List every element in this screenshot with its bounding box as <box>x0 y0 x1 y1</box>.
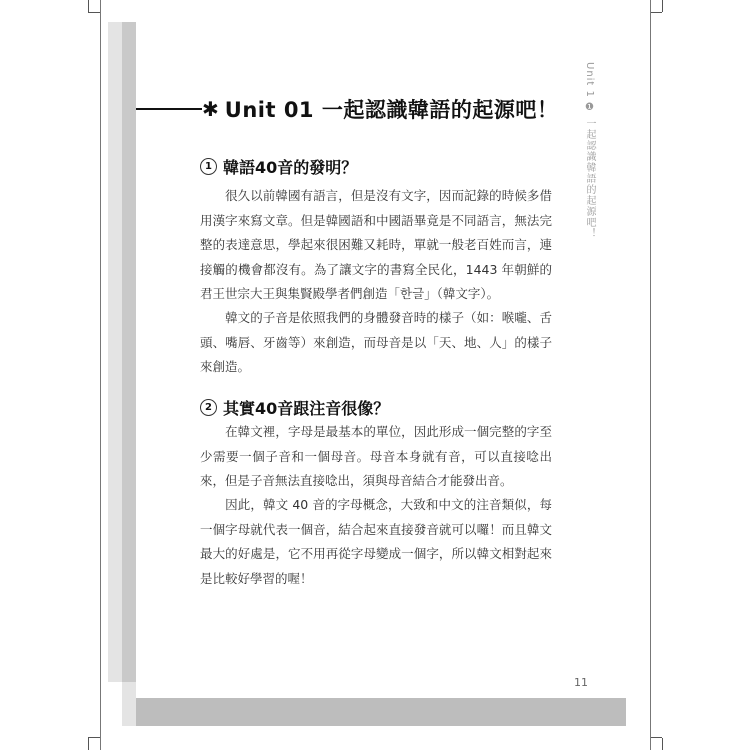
paragraph <box>200 493 552 591</box>
section-heading-1 <box>200 155 357 178</box>
paragraph <box>200 420 552 494</box>
section-number-badge: 1 <box>200 158 217 175</box>
section-heading-2 <box>200 396 389 419</box>
paragraph <box>200 306 552 380</box>
paragraph <box>200 184 552 307</box>
bottom-bar-corner <box>122 682 136 726</box>
running-header: Unit 1 ❶ 一起認識韓語的起源吧！ <box>584 62 595 240</box>
asterisk-icon: ✱ <box>202 97 219 121</box>
unit-title: Unit 01 一起認識韓語的起源吧！ <box>224 98 559 122</box>
crop-mark <box>88 12 100 13</box>
crop-mark <box>88 737 100 738</box>
page-number: 11 <box>574 676 588 689</box>
title-rule <box>136 108 202 110</box>
section-heading-text: 其實40音跟注音很像？ <box>223 399 390 418</box>
paragraph-text: 韓文的子音是依照我們的身體發音時的樣子（如：喉嚨、舌頭、嘴唇、牙齒等）來創造，而母音是以「天、地、人」的樣子來創造。 <box>200 310 552 374</box>
bottom-bar <box>136 698 626 726</box>
crop-mark <box>650 12 662 13</box>
paragraph-text: 很久以前韓國有語言，但是沒有文字，因而記錄的時候多借用漢字來寫文章。但是韓國語和中國語畢竟是不同語言，無法完整的表達意思，學起來很困難又耗時，單就一般老百姓而言，連接觸的機會都沒有。為了讓文字的書寫全民化，1443 年朝鮮的君王世宗大王與集賢殿學者們創造「한글」（韓文字）。 <box>200 188 552 301</box>
page-edge-left <box>100 0 101 750</box>
crop-mark <box>88 738 89 750</box>
paragraph-text: 因此，韓文 40 音的字母概念，大致和中文的注音類似，每一個字母就代表一個音，結合起來直接發音就可以囉！而且韓文最大的好處是，它不用再從字母變成一個字，所以韓文相對起來是比較好學習的喔！ <box>200 497 552 586</box>
side-strip <box>122 22 136 682</box>
section-number-badge: 2 <box>200 399 217 416</box>
crop-mark <box>662 738 663 750</box>
section-heading-text: 韓語40音的發明？ <box>223 158 358 177</box>
crop-mark <box>650 737 662 738</box>
crop-mark <box>88 0 89 12</box>
crop-mark <box>662 0 663 12</box>
unit-title-row <box>136 92 558 126</box>
side-strip-light <box>108 22 122 682</box>
page-edge-right <box>650 0 651 750</box>
paragraph-text: 在韓文裡，字母是最基本的單位，因此形成一個完整的字至少需要一個子音和一個母音。母音本身就有音，可以直接唸出來，但是子音無法直接唸出，須與母音結合才能發出音。 <box>200 424 552 488</box>
